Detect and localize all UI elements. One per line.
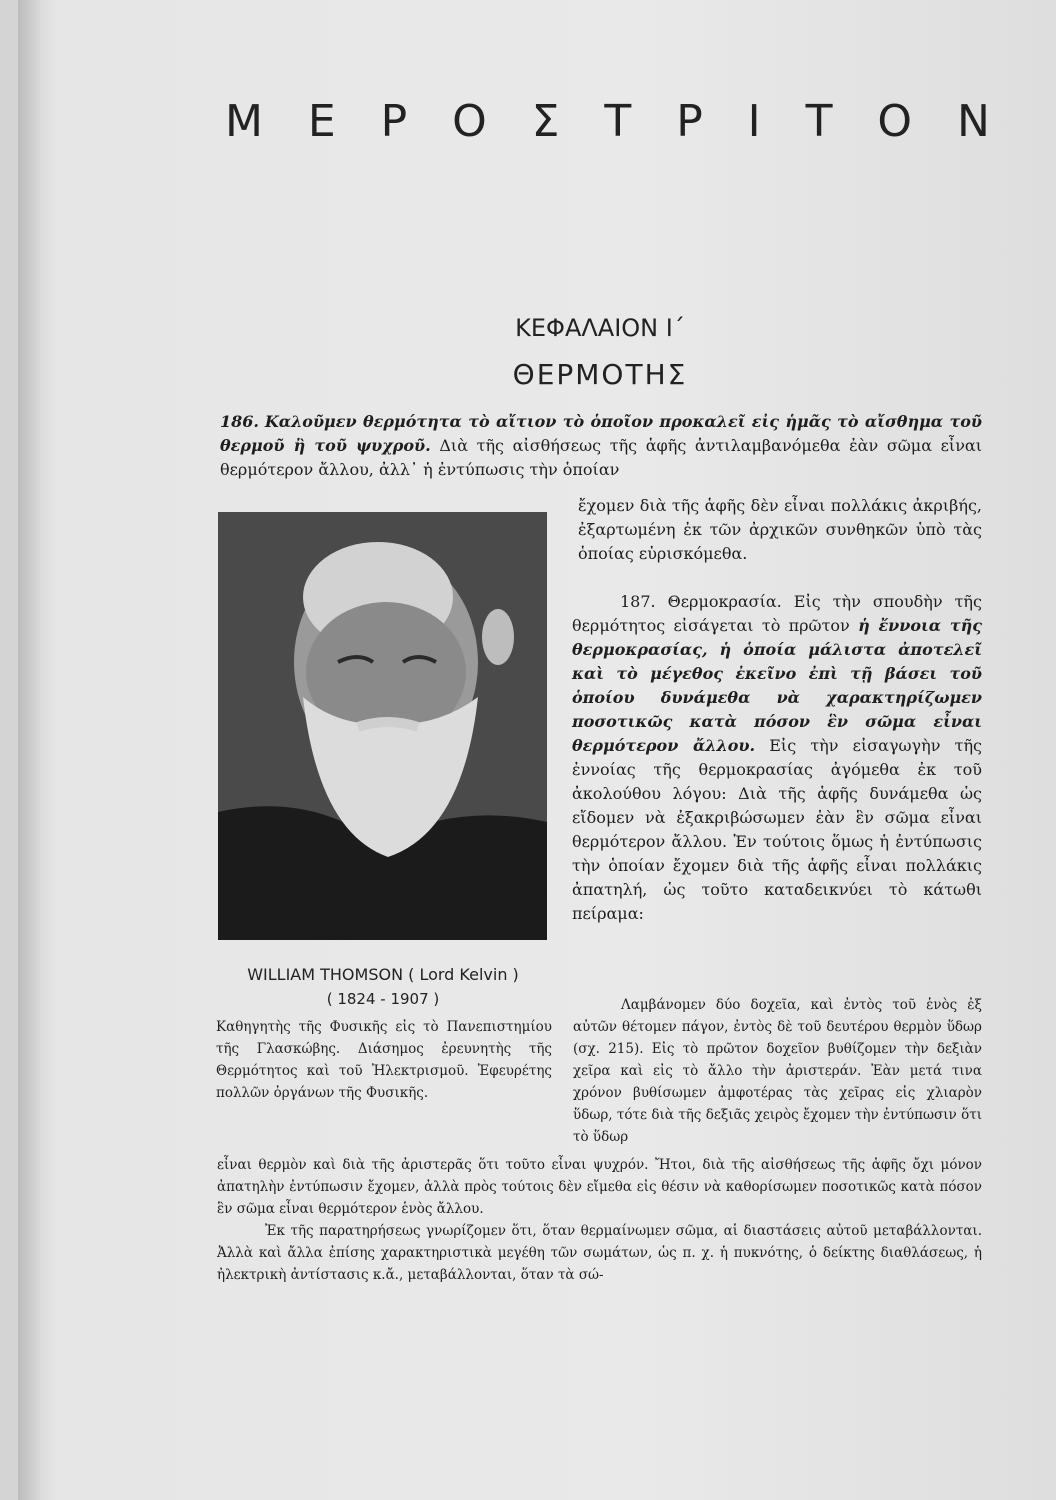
section-187 — [572, 590, 982, 926]
body-text: Διὰ τῆς αἰσθήσεως τῆς ἁφῆς ἀντιλαμβανόμεθα ἐὰν σῶμα εἶναι θερμότερον ἄλλου, ἀλλ᾽ ἡ ἐντύπωσις τὴν ὁποίαν — [220, 436, 983, 479]
part-title — [225, 96, 990, 147]
bottom-paragraph-1: εἶναι θερμὸν καὶ διὰ τῆς ἀριστερᾶς ὅτι τοῦτο εἶναι ψυχρόν. Ἤτοι, διὰ τῆς αἰσθήσεως τῆς ἁφῆς ὄχι μόνον ἀπατηλὴν ἐντύπωσιν ἔχομεν, ἀλλὰ πρὸς τούτοις δὲν εἴμεθα εἰς θέσιν νὰ καθορίσωμεν ποσοτικῶς κατὰ πόσον ἓν σῶμα εἶναι θερμότερον ἑνὸς ἄλλου. — [217, 1157, 982, 1217]
section-186-cont: ἔχομεν διὰ τῆς ἁφῆς δὲν εἶναι πολλάκις ἀκριβής, ἐξαρτωμένη ἐκ τῶν ἀρχικῶν συνθηκῶν ὑπὸ τὰς ὁποίας εὑρισκόμεθα. — [578, 496, 982, 563]
page-edge — [18, 0, 40, 1500]
chapter-subject: ΘΕΡΜΟΤΗΣ — [512, 358, 688, 391]
section-heading: Θερμοκρασία. — [667, 592, 782, 611]
part-title-letter: Μ — [225, 96, 263, 147]
section-number: 186. — [220, 412, 259, 431]
part-title-letter: Ρ — [380, 96, 408, 147]
bottom-text — [217, 1154, 982, 1286]
section-number: 187. — [620, 592, 656, 611]
portrait-illustration — [218, 512, 547, 940]
definition-text: ἡ ἔννοια τῆς θερμοκρασίας, ἡ ὁποία μάλιστα ἀποτελεῖ καὶ τὸ μέγεθος ἐκεῖνο ἐπὶ τῇ βάσει τοῦ ὁποίου δυνάμεθα νὰ χαρακτηρίζωμεν ποσοτικῶς κατὰ πόσον ἓν σῶμα εἶναι θερμότερον ἄλλου. — [572, 616, 982, 755]
part-title-letter: Ρ — [676, 96, 703, 147]
part-title-letter: Ο — [452, 96, 487, 147]
part-title-letter: Τ — [604, 96, 632, 147]
caption-text: Καθηγητὴς τῆς Φυσικῆς εἰς τὸ Πανεπιστημίου τῆς Γλασκώβης. Διάσημος ἐρευνητὴς τῆς Θερμότητος καὶ τοῦ Ἠλεκτρισμοῦ. Ἐφευρέτης πολλῶν ὀργάνων τῆς Φυσικῆς. — [216, 1019, 552, 1101]
part-title-letter: Ι — [747, 96, 761, 147]
bottom-paragraph-2: Ἐκ τῆς παρατηρήσεως γνωρίζομεν ὅτι, ὅταν θερμαίνωμεν σῶμα, αἱ διαστάσεις αὐτοῦ μεταβάλλονται. Ἀλλὰ καὶ ἄλλα ἐπίσης χαρακτηριστικὰ μεγέθη τῶν σωμάτων, ὡς π. χ. ἡ πυκνότης, ὁ δείκτης διαθλάσεως, ἡ ἠλεκτρικὴ ἀντίστασις κ.ἄ., μεταβάλλονται, ὅταν τὰ σώ- — [217, 1223, 982, 1283]
part-title-letter: Ν — [956, 96, 990, 147]
part-title-letter: Σ — [531, 96, 560, 147]
body-text: Εἰς τὴν σπουδὴν τῆς θερμότητος εἰσάγεται τὸ πρῶτον — [572, 592, 982, 635]
part-title-letter: Ο — [877, 96, 913, 147]
part-title-letter: Τ — [805, 96, 833, 147]
chapter-heading: ΚΕΦΑΛΑΙΟΝ Ι΄ — [515, 314, 685, 342]
portrait-photo — [218, 512, 547, 940]
experiment-text: Λαμβάνομεν δύο δοχεῖα, καὶ ἐντὸς τοῦ ἑνὸς ἐξ αὐτῶν θέτομεν πάγον, ἐντὸς δὲ τοῦ δευτέρου θερμὸν ὕδωρ (σχ. 215). Εἰς τὸ πρῶτον δοχεῖον βυθίζομεν τὴν δεξιὰν χεῖρα καὶ εἰς τὸ ἄλλο τὴν ἀριστεράν. Ἐὰν μετά τινα χρόνον βυθίσωμεν ἀμφοτέρας τὰς χεῖρας εἰς χλιαρὸν ὕδωρ, τότε διὰ τῆς δεξιᾶς χειρὸς ἔχομεν τὴν ἐντύπωσιν ὅτι τὸ ὕδωρ — [573, 997, 982, 1145]
caption-name: WILLIAM THOMSON ( Lord Kelvin ) — [247, 965, 519, 984]
caption-years: ( 1824 - 1907 ) — [326, 990, 440, 1008]
definition-text: Καλοῦμεν θερμότητα τὸ αἴτιον τὸ ὁποῖον προκαλεῖ εἰς ἡμᾶς τὸ αἴσθημα τοῦ θερμοῦ ἢ τοῦ ψυχροῦ. — [220, 412, 982, 455]
part-title-letter: Ε — [307, 96, 336, 147]
body-text: Εἰς τὴν εἰσαγωγὴν τῆς ἐννοίας τῆς θερμοκρασίας ἀγόμεθα ἐκ τοῦ ἀκολούθου λόγου: Διὰ τῆς ἁφῆς δυνάμεθα ὡς εἴδομεν νὰ ἐξακριβώσωμεν ἐὰν ἓν σῶμα εἶναι θερμότερον ἄλλου. Ἐν τούτοις ὅμως ἡ ἐντύπωσις τὴν ὁποίαν ἔχομεν διὰ τῆς ἁφῆς εἶναι πολλάκις ἀπατηλή, ὡς τοῦτο καταδεικνύει τὸ κάτωθι πείραμα: — [572, 736, 982, 923]
section-186 — [220, 410, 982, 482]
